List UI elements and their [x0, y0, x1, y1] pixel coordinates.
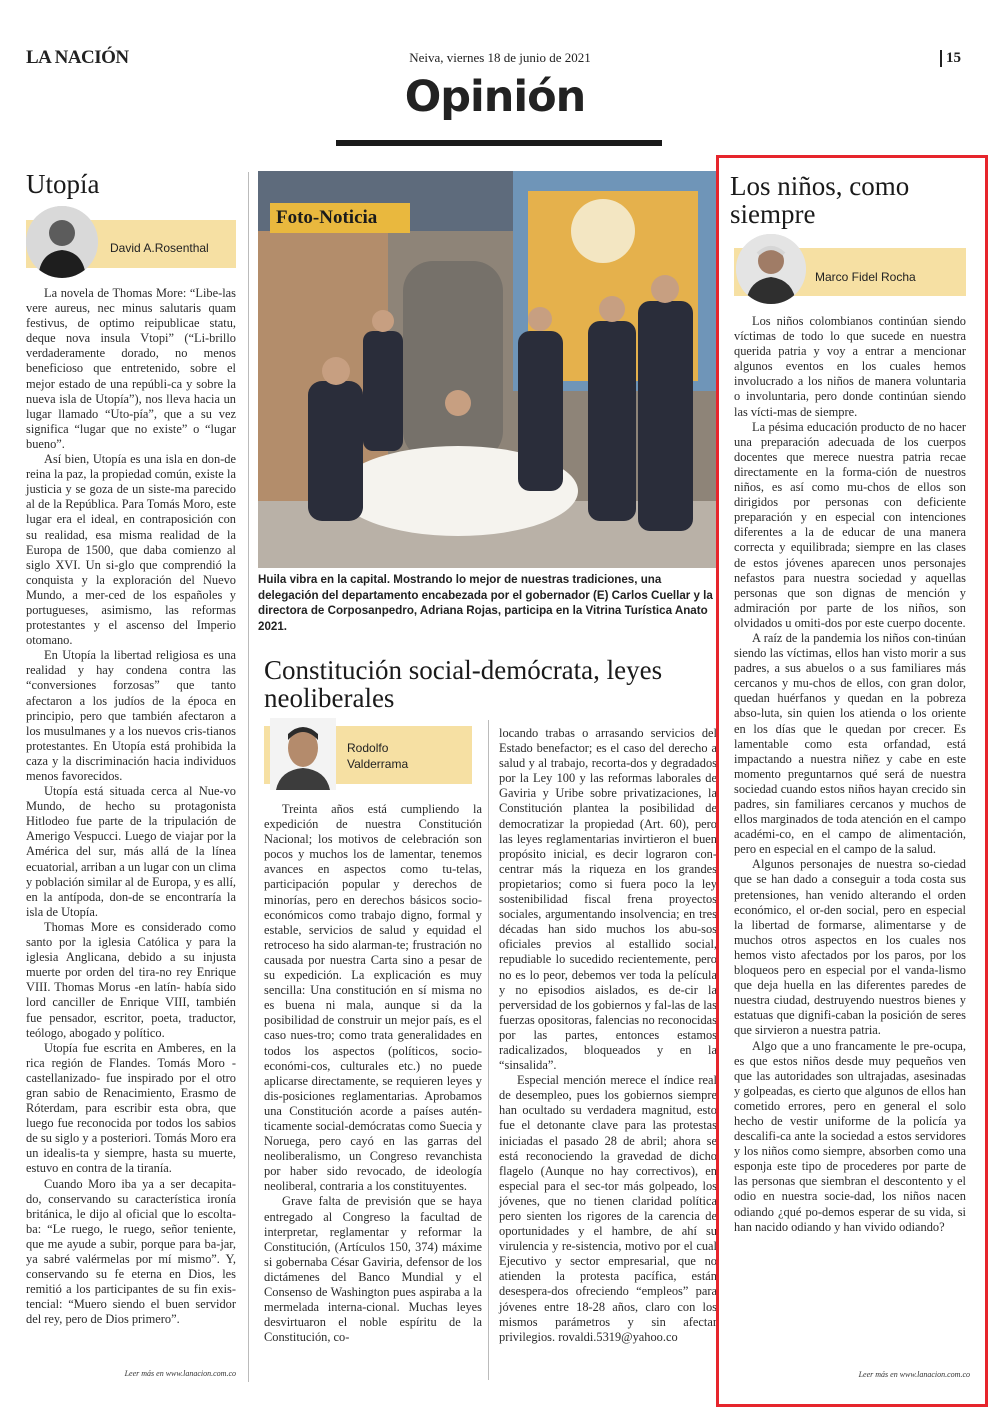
paragraph: Algo que a uno francamente le pre-ocupa, es que estos niños desde muy pequeños ven que las autoridades son ultrajadas, asesinadas y golpeadas, es cierto que algunos de ellos han cometido errores, pero en general el solo hecho de vestir uniforme de la policía ya descalifi-ca ante la sociedad a estos servidores y los niños como siempre, absorben como una esponja este tipo de procederes por parte de las personas que siembran el descontento y el odio en nuestra socie-dad, los niños nacen odiando ¿qué po-demos esperar de su vida, si han nacido odiando y han vivido odiando?: [734, 1038, 966, 1234]
article-title-constitucion: Constitución social-demócrata, leyes neoliberales: [264, 655, 663, 713]
paragraph: Utopía fue escrita en Amberes, en la rica región de Flandes. Tomás Moro -castellanizado- fue inspirado por el otro gran sabio de Renacimiento, Erasmo de Róterdam, para escribir esta obra, que luego fue reconocida por todos los sabios de su siglo y a posteriori. Tomás Moro era un idealis-ta y siempre, hasta su muerte, estuvo en contra de la tiranía.: [26, 1040, 236, 1176]
article-body-constitucion-right: [499, 726, 717, 1345]
column-divider: [488, 720, 489, 1380]
author-name: David A.Rosenthal: [110, 241, 209, 255]
paragraph: Así bien, Utopía es una isla en don-de reina la paz, la propiedad común, existe la justicia y se goza de un siste-ma parecido al de la República. Para Tomás Moro, este lugar era el ideal, en contraposición con su realidad, esa misma realidad de la Europa de 1500, que daba comienzo al siglo XVI. Un si-glo que comprendió la conquista y la exploración del Nuevo Mundo, a mer-ced de los españoles y portugueses, asimismo, las reformas protestantes y el ascenso del Imperio otomano.: [26, 452, 236, 648]
author-photo-icon: [270, 718, 336, 790]
paragraph: En Utopía la libertad religiosa es una realidad y hay condena contra las “conversiones forzosas” que tanto afectaron a los judíos de la época en principio, pero que también afectaron a los musulmanes y a los nuevos cris-tianos protestantes. En Utopía está prohibida la caza y la discriminación hacia individuos menos favorecidos.: [26, 648, 236, 783]
newspaper-logo: LA NACIÓN: [26, 47, 129, 68]
news-photo: [258, 171, 718, 568]
section-title: Opinión: [404, 72, 586, 122]
author-avatar: [736, 234, 806, 304]
author-photo-icon: [736, 234, 806, 304]
author-photo-icon: [26, 206, 98, 278]
read-more-link[interactable]: Leer más en www.lanacion.com.co: [858, 1370, 970, 1379]
paragraph: A raíz de la pandemia los niños con-tinúan siendo las víctimas, ellos han visto morir a sus padres, a sus abuelos o a sus familiares más cercanos y mu-chos de ellos, con gran dolor, quedan huérfanos y quedan en la pobreza abso-luta, sin quien los atienda o los oriente en los días que le quedan por crecer. Es lamentable como esta orfandad, está impactando a nuestra niñez y cabe en este momento preguntarnos qué será de nuestra sociedad cuando estos niños hayan crecido sin padres, sin familiares cercanos y muchos de ellos marginados de toda atención en el campo académi-co, en el campo de alimentación, pero en especial en el campo de la salud.: [734, 630, 966, 857]
paragraph: Algunos personajes de nuestra so-ciedad que se han dado a conseguir a toda costa sus pretensiones, han venido alterando el orden económico, el or-den social, pero en especial la libertad de formarse, alimentarse y de muchos otros aspectos en los cuales nos hemos visto afectados por los paros, por los bloqueos pero en especial por el vanda-lismo que deja huella en las diferentes paredes de nuestra ciudad, destruyendo nuestros bienes y estatuas que dignifi-caban la posición de seres que sirvieron a nuestra patria.: [734, 857, 966, 1038]
author-avatar: [270, 718, 336, 790]
read-more-link[interactable]: Leer más en www.lanacion.com.co: [124, 1369, 236, 1378]
paragraph: Utopía está situada cerca al Nue-vo Mundo, de hecho su protagonista Hitlodeo fue parte de la tripulación de Amerigo Vespucci. Luego de viajar por la América del sur, más allá de la línea ecuatorial, arriban a un lugar con un clima y población similar al de Europa, y es allí, en la antípoda, don-de se encontraría la isla de Utopía.: [26, 784, 236, 919]
section-rule: [336, 140, 662, 146]
issue-date: Neiva, viernes 18 de junio de 2021: [409, 50, 591, 65]
paragraph: Especial mención merece el índice real de desempleo, pues los gobiernos siempre han ocultado su verdadera magnitud, esto fue el detonante clave para las protestas iniciadas el pasado 28 de abril; ahora se está reconociendo la gravedad de dicho flagelo (Aunque no hay correctivos), en especial para el sec-tor más golpeado, los jóvenes, que no tienen claridad política pero sienten los rigores de la carencia de oportunidades y el hambre, de ahí su virulencia y re-sistencia, motivo por el cual Ejecutivo y sector empresarial, que no atienden la protesta pacífica, están desespera-dos ofreciendo “empleos” para jóvenes entre 18-28 años, claro con los mismos parámetros y sin afectar privilegios. rovaldi.5319@yahoo.co: [499, 1073, 717, 1344]
page-number: 15: [940, 50, 961, 67]
author-name-line2: Valderrama: [347, 757, 409, 771]
paragraph: Los niños colombianos continúan siendo víctimas de todo lo que sucede en nuestra querida patria y voy a entrar a mencionar algunos eventos en los cuales hemos involucrado a los niños de manera voluntaria o involuntaria, pero donde continúan siendo las vícti-mas de siempre.: [734, 314, 966, 419]
paragraph: Cuando Moro iba ya a ser decapita-do, conservando su característica ironía británica, le dijo al oficial que lo escolta-ba: “Le ruego, le ruego, señor teniente, que me ayude a subir, porque para ba-jar, ya sabré valérmelas por mí mismo”. Y, conservando su fe eterna en Dios, les remitió a los participantes de su fin exis-tencial: “Muero siendo el buen servidor del rey, pero de Dios primero”.: [26, 1176, 236, 1327]
author-avatar: [26, 206, 98, 278]
article-title-utopia: Utopía: [26, 169, 100, 199]
author-name-line1: Rodolfo: [347, 741, 389, 755]
paragraph: La pésima educación producto de no hacer una preparación adecuada de los cuerpos docentes que merece nuestra patria recae directamente en la forma-ción de nuestros niños, es así como mu-chos de ellos son dirigidos por personas con deficiente preparación y en especial con intenciones diferentes a la de educar de una manera correcta y equilibrada; siempre en las clases de estos jóvenes aparecen unos personajes nefastos para nuestra sociedad y aquellas personas que son dignas de mención y admiración por parte de los niños, son olvidados u omiti-dos por este cuerpo docente.: [734, 419, 966, 630]
photo-caption: Huila vibra en la capital. Mostrando lo mejor de nuestras tradiciones, una delegación del departamento encabezada por el gobernador (E) Carlos Cuellar y la directora de Corposanpedro, Adriana Rojas, participa en la Vitrina Turística Anato 2021.: [258, 573, 713, 633]
article-body-utopia: [26, 286, 236, 1327]
paragraph: Grave falta de previsión que se haya entregado al Congreso la facultad de interpretar, reglamentar y reformar la Constitución, (Artículos 150, 374) máxime si gobernaba César Gaviria, defensor de los dictámenes del Banco Mundial y el Consenso de Washington pues aspiraba a la mermelada interna-cional. Muchas leyes desvirtuaron el noble espíritu de la Constitución, co-: [264, 1194, 482, 1345]
article-body-ninos: [734, 314, 966, 1235]
paragraph: locando trabas o arrasando servicios del Estado benefactor; es el caso del derecho a salud y al trabajo, recorta-dos y degradados por la Ley 100 y las reformas laborales de Gaviria y Uribe sobre privatizaciones, la Constitución plantea la posibilidad de democratizar la propiedad (Art. 60), pero las leyes reglamentarias invirtieron el buen propósito inicial, es decir lograron con-centrar más la riqueza en los grandes propietarios; como si fuera poco la ley sostenibilidad fiscal frena proyectos sociales, argumentando insolvencia; en tres décadas han sido muchos los abu-sos oficiales previos al estallido social, repudiable lo sucedido recientemente, pero no es lo peor, debemos ver toda la película y no episodios aislados, es de-cir la perversidad de los gobiernos y fal-las de las fuerzas opositoras, falencias no reconocidas por las partes, entonces estamos radicalizados, bloqueados y en la “sinsalida”.: [499, 726, 717, 1073]
article-body-constitucion-left: [264, 802, 482, 1345]
paragraph: Treinta años está cumpliendo la expedición de nuestra Constitución Nacional; los motivos de celebración son pocos y muchos los de lamentar, tenemos avances en aspectos como tu-telas, participación popular y derechos de minorías, pero en derechos básicos socio-económicos como trabajo digno, formal y estable, servicios de salud y equidad el retroceso ha sido alarman-te; frustración no causada por nuestra Carta sino a pesar de su expedición. La explicación es muy sencilla: Una constitución en sí misma no es buena ni mala, aunque si da la posibilidad de construir un mejor país, es el caso nues-tro; como trata generalidades en todos los aspectos (políticos, socio-económi-cos, culturales etc.) no puede aplicarse directamente, se requieren leyes y dis-posiciones reglamentarias. Aprobamos una Constitución acorde a países autén-ticamente social-demócratas como Suecia y Noruega, pero cayó en las garras del neoliberalismo, un Congreso revanchista por haber sido revocado, de ideología neoliberal, contraria a los constituyentes.: [264, 802, 482, 1194]
column-divider: [248, 172, 249, 1382]
article-title-ninos: Los niños, como siempre: [730, 171, 910, 229]
author-name: Marco Fidel Rocha: [815, 270, 916, 284]
paragraph: Thomas More es considerado como santo por la iglesia Católica y para la iglesia Anglicana, debido a su injusta muerte por orden del tira-no rey Enrique VIII. Thomas Morus -en latín- había sido lord canciller de Enrique VIII, también fue pensador, escritor, poeta, traductor, teólogo, abogado y político.: [26, 919, 236, 1040]
photo-news-badge: Foto-Noticia: [270, 203, 410, 233]
paragraph: La novela de Thomas More: “Libe-las vere aureus, nec minus salutaris quam festivus, de optimo reipublicae statu, deque nova insula Vtopi” (“Li-brillo verdaderamente dorado, no menos beneficioso que entretenido, sobre el mejor estado de una repúbli-ca y sobre la nueva isla de Utopía”), nos lleva hacia un lugar llamado “Uto-pía”, que a su vez significa “lugar que no existe” o “lugar bueno”.: [26, 286, 236, 451]
